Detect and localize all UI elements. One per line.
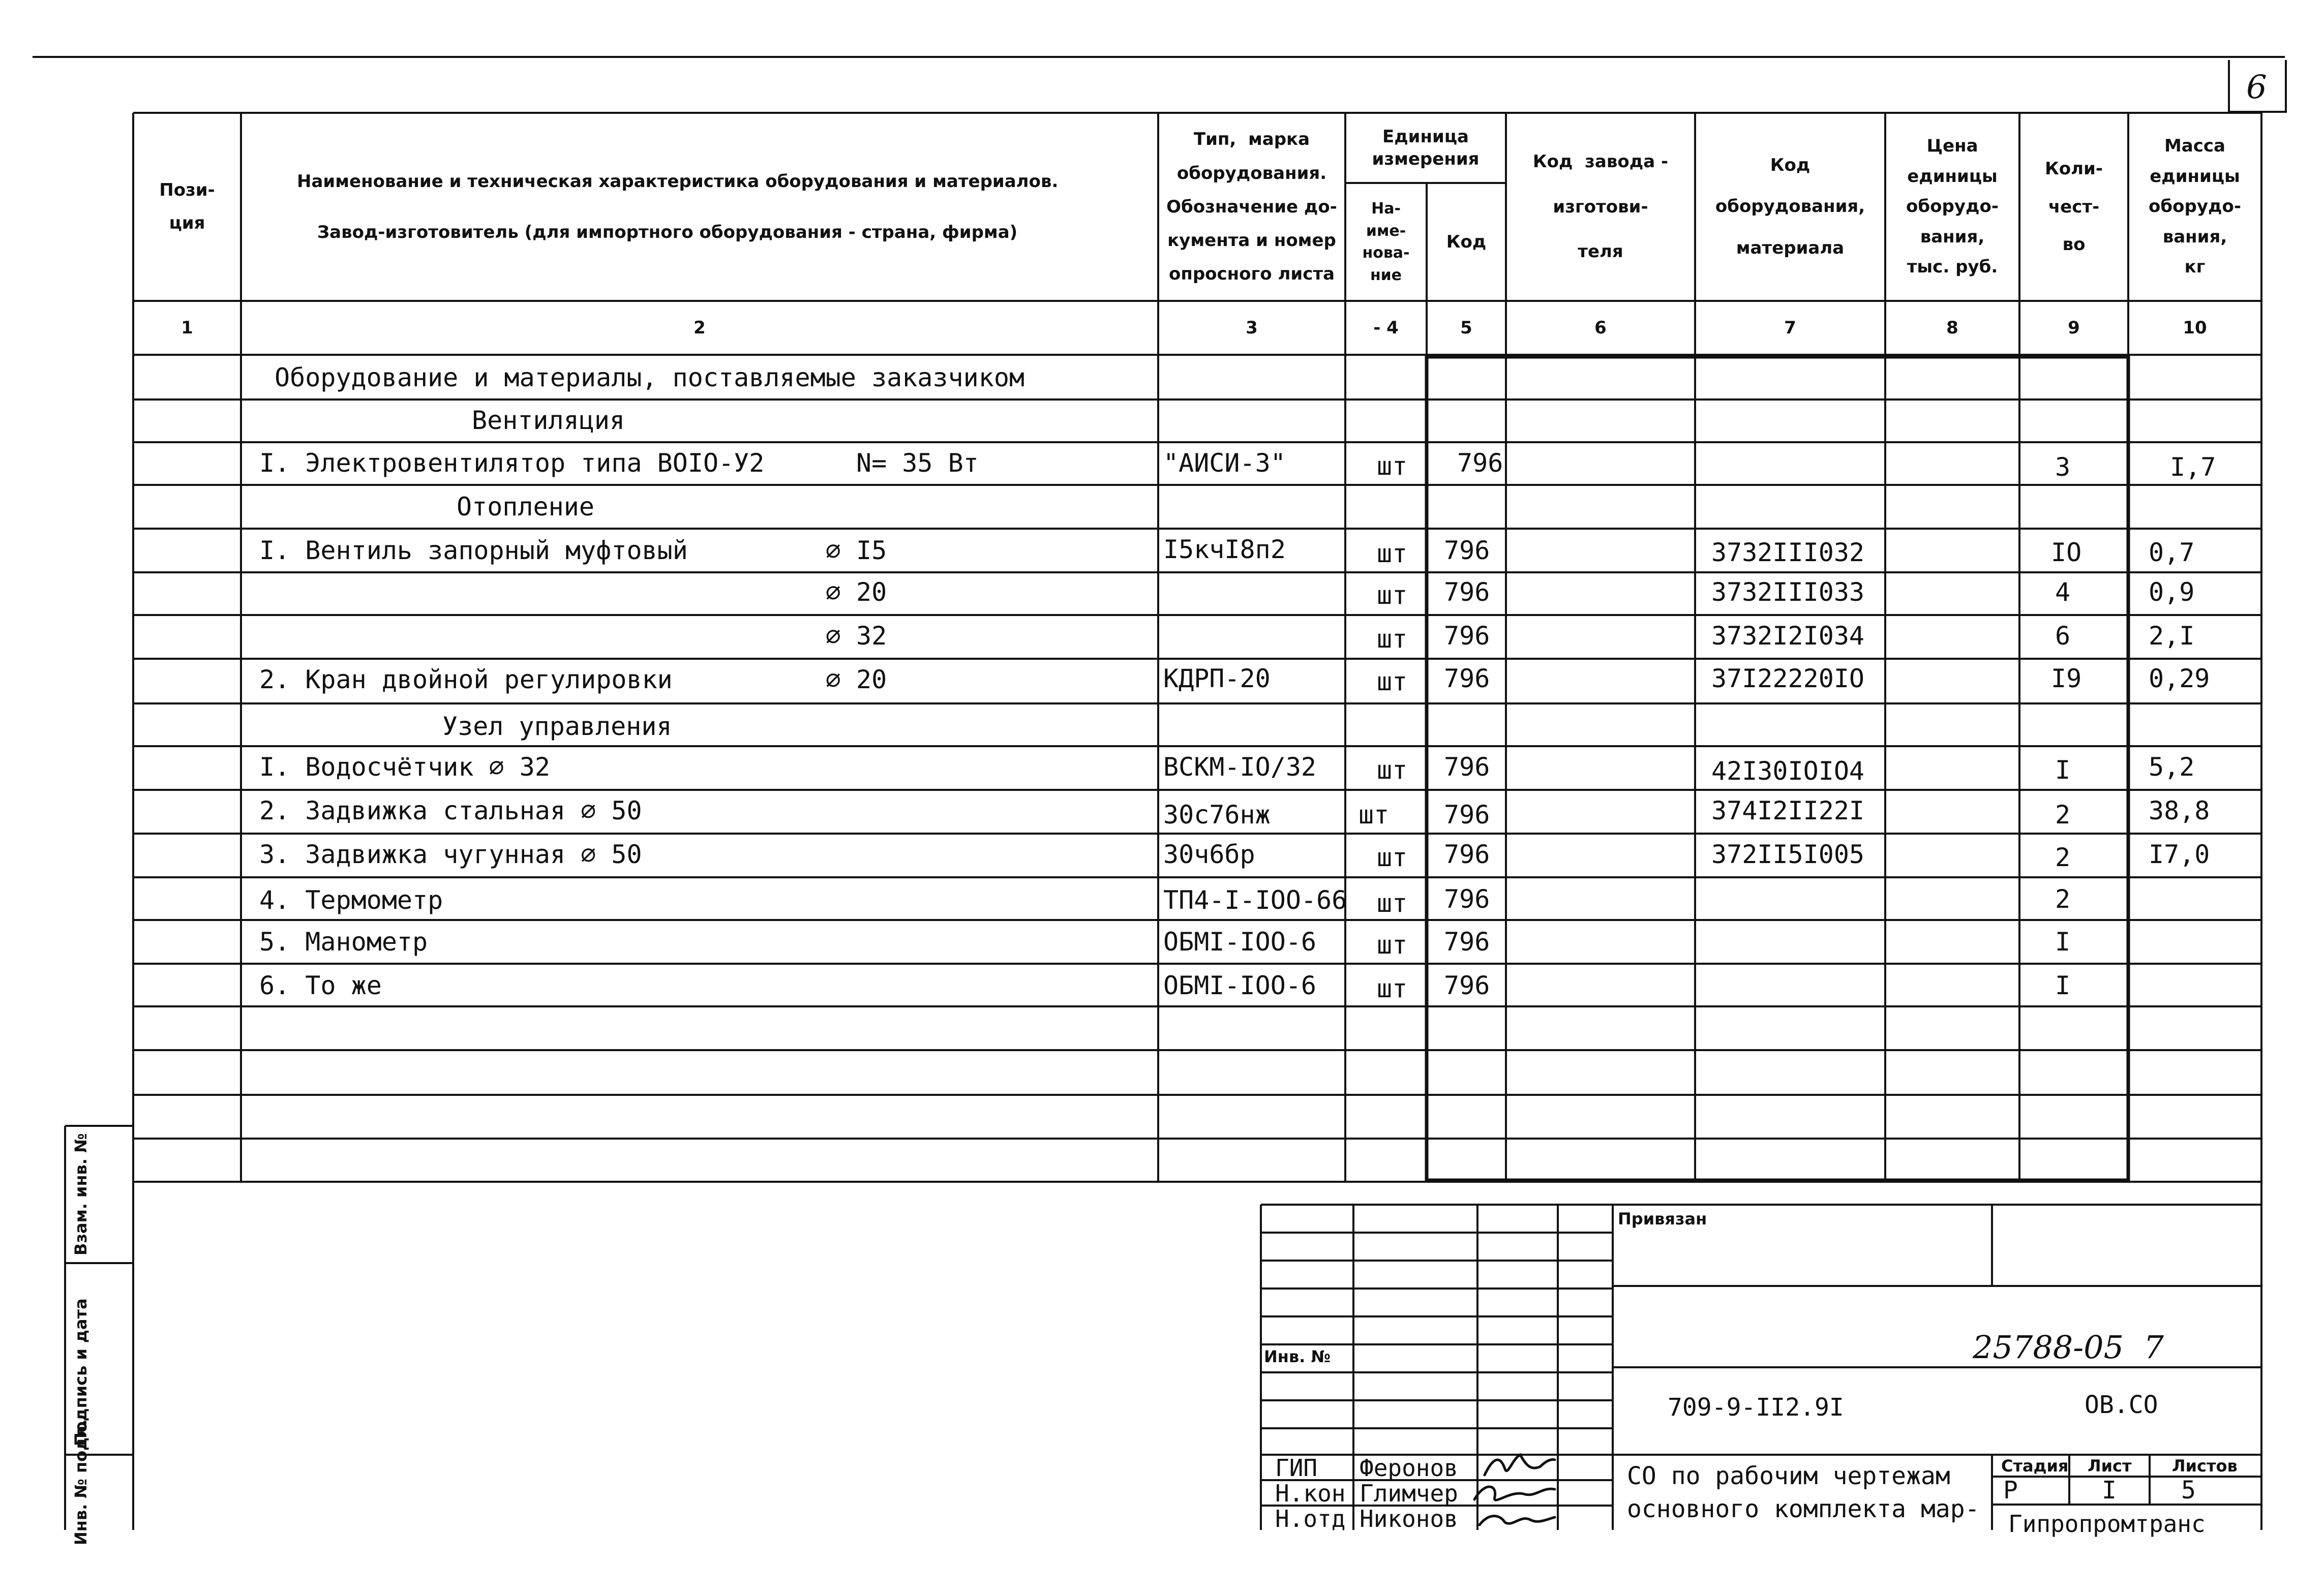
colnum-8: 8: [1946, 318, 1958, 338]
table-row-unit: шт: [1359, 800, 1390, 830]
side-label-original-inv: Инв. № подл.: [71, 1419, 90, 1545]
table-row-equipment-code: 37I22220IO: [1711, 664, 1865, 693]
table-row-qty: 4: [2055, 577, 2071, 607]
project-number: 25788-05 7: [1973, 1329, 2164, 1366]
name-feronov: Феронов: [1360, 1454, 1458, 1482]
description-line-1: СО по рабочим чертежам: [1627, 1462, 1950, 1490]
colnum-6: 6: [1594, 318, 1607, 338]
table-row-unit: шт: [1377, 930, 1408, 960]
table-row-qty: 2: [2055, 800, 2071, 830]
header-position: Пози- ция: [159, 180, 215, 233]
table-row-name: 3. Задвижка чугунная ∅ 50: [259, 840, 642, 869]
sheet-number: 6: [2246, 69, 2267, 106]
title-block-privyazan: Привязан: [1618, 1209, 1707, 1229]
table-row-unit: шт: [1377, 843, 1408, 872]
table-row-type: ОБМI-IOO-6: [1163, 971, 1317, 1000]
table-row-code: 796: [1444, 884, 1490, 914]
table-row-code: 796: [1444, 800, 1490, 830]
table-row-qty: I9: [2051, 664, 2082, 693]
sheet-header: Лист: [2088, 1456, 2132, 1476]
table-row-code: 796: [1444, 927, 1490, 957]
description-line-2: основного комплекта мар-: [1627, 1495, 1980, 1523]
table-row-code: 796: [1444, 840, 1490, 869]
side-label-replacement-inv: Взам. инв. №: [71, 1133, 90, 1255]
table-row-qty: IO: [2051, 538, 2082, 567]
table-row-name: 2. Задвижка стальная ∅ 50: [259, 796, 642, 825]
stage-header: Стадия: [2001, 1456, 2069, 1476]
table-row-type: ТП4-I-IOO-66: [1163, 885, 1347, 915]
header-name: Наименование и техническая характеристика оборудования и материалов. Завод-изготовитель (для импортного оборудования - страна, фирма): [297, 171, 1059, 242]
table-row-type: I5кчI8п2: [1163, 535, 1286, 564]
table-row-name: 4. Термометр: [259, 885, 443, 915]
section-title-ventilation: Вентиляция: [472, 406, 625, 435]
title-block-inv-no: Инв. №: [1264, 1347, 1331, 1366]
header-equipment-code: Код оборудования, материала: [1715, 155, 1865, 258]
table-row-type: КДРП-20: [1163, 664, 1271, 693]
header-unit-code: Код: [1446, 232, 1487, 252]
table-row-equipment-code: 372II5I005: [1711, 840, 1865, 869]
table-row-name: 5. Манометр: [259, 927, 428, 957]
role-dept-head: Н.отд: [1275, 1505, 1346, 1532]
table-row-mass: 0,7: [2149, 538, 2195, 567]
table-row-code: 796: [1444, 621, 1490, 651]
table-row-name: ∅ 32: [259, 621, 887, 651]
section-title-heating: Отопление: [457, 492, 594, 522]
table-row-code: 796: [1457, 448, 1503, 478]
table-row-equipment-code: 42I30IOIO4: [1711, 756, 1865, 786]
colnum-3: 3: [1246, 318, 1258, 338]
table-row-code: 796: [1444, 752, 1490, 782]
colnum-5: 5: [1460, 318, 1472, 338]
table-row-unit: шт: [1377, 624, 1408, 654]
table-row-type: ВСКМ-IO/32: [1163, 752, 1317, 782]
table-row-type: "АИСИ-3": [1163, 448, 1286, 478]
section-title-customer-supplied: Оборудование и материалы, поставляемые заказчиком: [275, 363, 1025, 392]
table-row-code: 796: [1444, 664, 1490, 693]
table-row-type: ОБМI-IOO-6: [1163, 927, 1317, 957]
stage-value: Р: [2003, 1476, 2018, 1505]
table-row-code: 796: [1444, 536, 1490, 565]
table-row-qty: I: [2055, 755, 2071, 785]
table-row-mass: 38,8: [2149, 796, 2210, 825]
table-row-mass: 0,9: [2149, 577, 2195, 607]
table-row-code: 796: [1444, 971, 1490, 1000]
role-norm-control: Н.кон: [1275, 1480, 1346, 1507]
header-price: Цена единицы оборудо- вания, тыс. руб.: [1906, 136, 1999, 278]
colnum-7: 7: [1784, 318, 1796, 338]
table-row-type: 30ч6бр: [1163, 840, 1255, 869]
table-row-unit: шт: [1377, 974, 1408, 1003]
header-unit-group: Единица измерения: [1372, 126, 1480, 169]
header-type: Тип, марка оборудования. Обозначение до- кумента и номер опросного листа: [1166, 129, 1337, 285]
table-row-name: 2. Кран двойной регулировки ∅ 20: [259, 665, 887, 694]
sheets-header: Листов: [2172, 1456, 2238, 1476]
table-row-qty: I: [2055, 927, 2071, 957]
colnum-1: 1: [181, 318, 193, 338]
table-row-name: I. Электровентилятор типа BOIO-У2 N= 35 Вт: [259, 448, 979, 478]
table-row-qty: 6: [2055, 621, 2071, 651]
side-label-signature-date: Подпись и дата: [71, 1298, 90, 1446]
table-row-mass: 2,I: [2149, 621, 2195, 651]
table-row-unit: шт: [1377, 580, 1408, 610]
table-row-qty: I: [2055, 971, 2071, 1000]
document-mark: ОВ.СО: [2085, 1391, 2158, 1419]
table-row-unit: шт: [1377, 888, 1408, 918]
table-row-equipment-code: 3732III032: [1711, 538, 1865, 567]
header-manufacturer-code: Код завода - изготови- теля: [1532, 151, 1669, 262]
table-row-type: 30с76нж: [1163, 800, 1271, 830]
header-quantity: Коли- чест- во: [2045, 158, 2103, 255]
table-row-unit: шт: [1377, 451, 1408, 481]
table-row-equipment-code: 3732I2I034: [1711, 621, 1865, 651]
table-row-unit: шт: [1377, 539, 1408, 568]
table-row-name: ∅ 20: [259, 577, 887, 607]
table-row-unit: шт: [1377, 667, 1408, 696]
name-glimcher: Глимчер: [1360, 1480, 1458, 1507]
colnum-9: 9: [2068, 318, 2080, 338]
document-code: 709-9-II2.9I: [1668, 1393, 1844, 1422]
table-row-name: I. Вентиль запорный муфтовый ∅ I5: [259, 536, 887, 565]
table-row-mass: I7,0: [2149, 840, 2210, 869]
organization: Гипропромтранс: [2008, 1510, 2206, 1538]
section-title-control-unit: Узел управления: [442, 712, 672, 741]
table-row-mass: 5,2: [2149, 752, 2195, 782]
table-row-unit: шт: [1377, 755, 1408, 785]
role-gip: ГИП: [1275, 1454, 1318, 1482]
colnum-4: - 4: [1373, 318, 1399, 338]
table-row-code: 796: [1444, 577, 1490, 607]
header-mass: Масса единицы оборудо- вания, кг: [2149, 136, 2241, 278]
table-row-mass: 0,29: [2149, 664, 2210, 693]
sheet-value: I: [2102, 1476, 2117, 1505]
colnum-2: 2: [693, 318, 706, 338]
name-nikonov: Никонов: [1360, 1505, 1458, 1532]
table-row-name: 6. То же: [259, 971, 382, 1000]
table-row-qty: 2: [2055, 884, 2071, 914]
header-unit-name: На- име- нова- ние: [1362, 200, 1410, 284]
table-row-name: I. Водосчётчик ∅ 32: [259, 752, 550, 782]
table-row-equipment-code: 374I2II22I: [1711, 796, 1865, 825]
table-row-qty: 3: [2055, 452, 2071, 482]
colnum-10: 10: [2183, 318, 2207, 338]
table-row-equipment-code: 3732III033: [1711, 577, 1865, 607]
sheets-value: 5: [2181, 1476, 2196, 1505]
table-row-qty: 2: [2055, 843, 2071, 872]
table-row-mass: I,7: [2170, 452, 2216, 482]
